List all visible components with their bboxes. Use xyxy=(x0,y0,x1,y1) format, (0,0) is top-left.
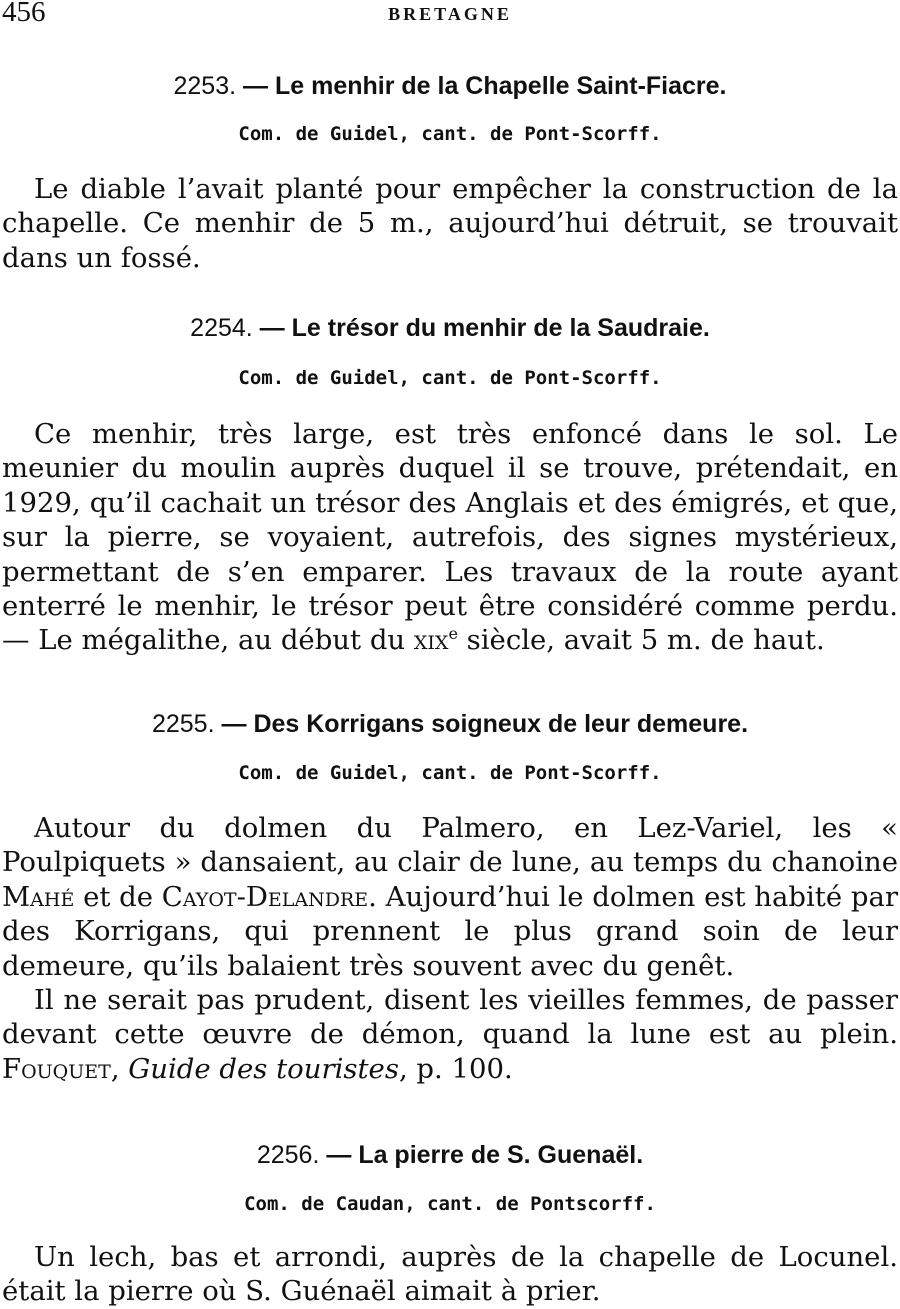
entry-title-2256 xyxy=(0,1141,900,1170)
entry-number: 2254. xyxy=(190,314,253,342)
entry-title-2254 xyxy=(0,314,900,343)
entry-title-text: Le menhir de la Chapelle Saint-Fiacre. xyxy=(274,72,727,100)
work-title: Guide des touristes xyxy=(128,1052,399,1085)
page-number: 456 xyxy=(2,0,46,28)
text-run: Autour du dolmen du Palmero, en Lez-Variel, les « Poulpiquets » dansaient, au clair de lune, au temps du chanoine xyxy=(2,812,898,879)
entry-number: 2255. xyxy=(151,710,215,738)
entry-dash: — xyxy=(252,314,292,342)
paragraph xyxy=(2,983,898,1086)
entry-title-2255 xyxy=(0,710,900,739)
entry-title-2253 xyxy=(0,72,900,101)
text-run: , xyxy=(110,1052,129,1085)
entry-title-text: Des Korrigans soigneux de leur demeure. xyxy=(253,710,749,738)
entry-number: 2256. xyxy=(256,1141,320,1169)
entry-number: 2253. xyxy=(173,72,237,100)
text-run: . Aujourd’hui le dolmen est habité par des Korrigans, qui prennent le plus grand soin de leur demeure, qu’ils balaient très souvent avec du genêt. xyxy=(2,880,898,982)
text-run: Ce menhir, très large, est très enfoncé dans le sol. Le meunier du moulin auprès duquel il se trouve, prétendait, en 1929, qu’il cachait un trésor des Anglais et des émigrés, et que, sur la pierre, se voyaient, autrefois, des signes mystérieux, permettant de s’en emparer. Les travaux de la route ayant enterré le menhir, le trésor peut être considéré comme perdu. — Le mégalithe, au début du xyxy=(2,418,898,657)
entry-location-2255: Com. de Guidel, cant. de Pont-Scorff. xyxy=(238,762,662,784)
running-head: BRETAGNE xyxy=(388,4,512,24)
entry-dash: — xyxy=(319,1141,359,1169)
paragraph xyxy=(2,417,898,658)
entry-location-2254: Com. de Guidel, cant. de Pont-Scorff. xyxy=(238,367,662,389)
entry-body-2255 xyxy=(2,811,898,1086)
entry-dash: — xyxy=(236,72,275,100)
entry-title-text: Le trésor du menhir de la Saudraie. xyxy=(291,314,710,342)
entry-body-2254 xyxy=(2,417,898,658)
text-run: siècle, avait 5 m. de haut. xyxy=(457,624,825,657)
century-numeral: xix xyxy=(413,624,449,657)
text-run: et de xyxy=(74,880,162,913)
entry-body-2256 xyxy=(2,1240,898,1309)
superscript: e xyxy=(448,624,458,644)
entry-dash: — xyxy=(214,710,254,738)
author-name: Mahé xyxy=(2,880,75,913)
paragraph: Un lech, bas et arrondi, auprès de la chapelle de Locunel. était la pierre où S. Guénaël aimait à prier. xyxy=(2,1241,898,1308)
author-name: Cayot-Delandre xyxy=(161,880,369,913)
text-run: Il ne serait pas prudent, disent les vieilles femmes, de passer devant cette œuvre de démon, quand la lune est au plein. xyxy=(2,984,898,1051)
entry-title-text: La pierre de S. Guenaël. xyxy=(358,1141,644,1169)
entry-location-2256: Com. de Caudan, cant. de Pontscorff. xyxy=(244,1193,656,1215)
text-run: , p. 100. xyxy=(398,1052,513,1085)
entry-location-2253: Com. de Guidel, cant. de Pont-Scorff. xyxy=(238,123,662,145)
paragraph: Le diable l’avait planté pour empêcher la construction de la chapelle. Ce menhir de 5 m., aujourd’hui détruit, se trouvait dans un fossé. xyxy=(2,173,898,274)
author-name: Fouquet xyxy=(2,1052,111,1085)
entry-body-2253 xyxy=(2,172,898,275)
paragraph xyxy=(2,811,898,983)
